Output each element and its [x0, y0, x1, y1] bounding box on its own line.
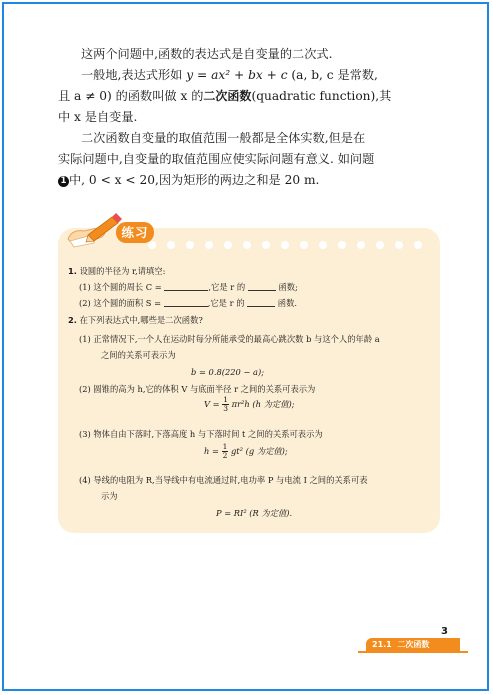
term-quadratic-function: 二次函数	[203, 89, 252, 103]
exercise-q2-1a: (1) 正常情况下,一个人在运动时每分所能承受的最高心跳次数 b 与这个人的年龄 a	[79, 334, 380, 344]
intro-para-3-cont: 实际问题中,自变量的取值范围应使实际问题有意义. 如问题	[58, 152, 375, 166]
intro-p2-c: 且 a ≠ 0) 的函数叫做 x 的	[58, 89, 204, 103]
q1-1-b: ,它是 r 的	[208, 282, 246, 292]
intro-text	[58, 44, 438, 191]
formula-heart-rate	[191, 366, 264, 379]
section-title: 二次函数	[397, 640, 430, 649]
exercise-q2-1b: 之间的关系可表示为	[101, 350, 176, 360]
intro-para-1: 这两个问题中,函数的表达式是自变量的二次式.	[81, 47, 333, 61]
exercise-q1-1	[79, 281, 298, 294]
q1-2-c: 函数.	[277, 298, 298, 308]
intro-p2-b: (a, b, c 是常数,	[291, 68, 378, 82]
cone-lhs: V =	[204, 399, 220, 409]
exercise-q2-4a: (4) 导线的电阻为 R,当导线中有电流通过时,电功率 P 与电流 I 之间的关系可表	[79, 475, 368, 485]
blank-circumference-type[interactable]	[248, 281, 276, 291]
exercise-badge: 练习	[116, 222, 154, 243]
intro-para-2	[58, 65, 438, 86]
intro-p3-c: 中, 0 < x < 20,因为矩形的两边之和是 20 m.	[69, 173, 320, 187]
section-number: 21.1	[372, 640, 392, 649]
formula-power-text: P = RI² (R 为定值).	[216, 508, 293, 518]
q1-2-a: (2) 这个圆的面积 S =	[79, 298, 162, 308]
fall-rhs: gt² (g 为定值);	[231, 446, 288, 456]
blank-circumference[interactable]	[164, 281, 208, 291]
formula-heart-rate-text: b = 0.8(220 − a);	[191, 367, 265, 377]
formula-power	[216, 507, 292, 520]
q1-1-a: (1) 这个圆的周长 C =	[79, 282, 162, 292]
formula-free-fall	[204, 443, 288, 460]
q2-text: 在下列表达式中,哪些是二次函数?	[79, 315, 203, 325]
q1-2-b: ,它是 r 的	[207, 298, 245, 308]
q1-1-c: 函数;	[278, 282, 298, 292]
exercise-q2-2a: (2) 圆锥的高为 h,它的体积 V 与底面半径 r 之间的关系可表示为	[79, 384, 316, 394]
page-number: 3	[441, 626, 448, 637]
q1-number: 1.	[68, 266, 77, 276]
intro-p2-d: (quadratic function),其	[251, 89, 392, 103]
section-footer-text	[372, 638, 429, 651]
fall-lhs: h =	[204, 446, 219, 456]
exercise-q2-4b: 示为	[101, 491, 118, 501]
exercise-q1-2	[79, 297, 297, 310]
exercise-q1	[68, 265, 165, 278]
q1-text: 设圆的半径为 r,请填空:	[79, 266, 166, 276]
exercise-q2-3a: (3) 物体自由下落时,下落高度 h 与下落时间 t 之间的关系可表示为	[79, 429, 323, 439]
intro-para-3-end	[58, 170, 438, 191]
exercise-header-dots	[148, 241, 428, 251]
problem-number-circle: 1	[58, 176, 69, 187]
formula-cone-volume	[204, 396, 295, 413]
intro-para-3: 二次函数自变量的取值范围一般都是全体实数,但是在	[81, 131, 366, 145]
fraction-one-half: $\frac{1}{2}$	[222, 442, 228, 460]
section-footer-line	[358, 651, 468, 653]
fraction-one-third: $\frac{1}{3}$	[223, 395, 229, 413]
intro-p2-a: 一般地,表达式形如	[81, 68, 183, 82]
exercise-q2	[68, 314, 203, 327]
pencil-icon	[62, 209, 122, 257]
blank-area-type[interactable]	[247, 297, 275, 307]
quadratic-formula: y = ax² + bx + c	[186, 68, 288, 82]
cone-rhs: πr²h (h 为定值);	[231, 399, 295, 409]
q2-number: 2.	[68, 315, 77, 325]
intro-para-2-cont	[58, 86, 438, 107]
blank-area[interactable]	[164, 297, 208, 307]
section-footer	[366, 638, 460, 651]
intro-para-2-end: 中 x 是自变量.	[58, 110, 138, 124]
